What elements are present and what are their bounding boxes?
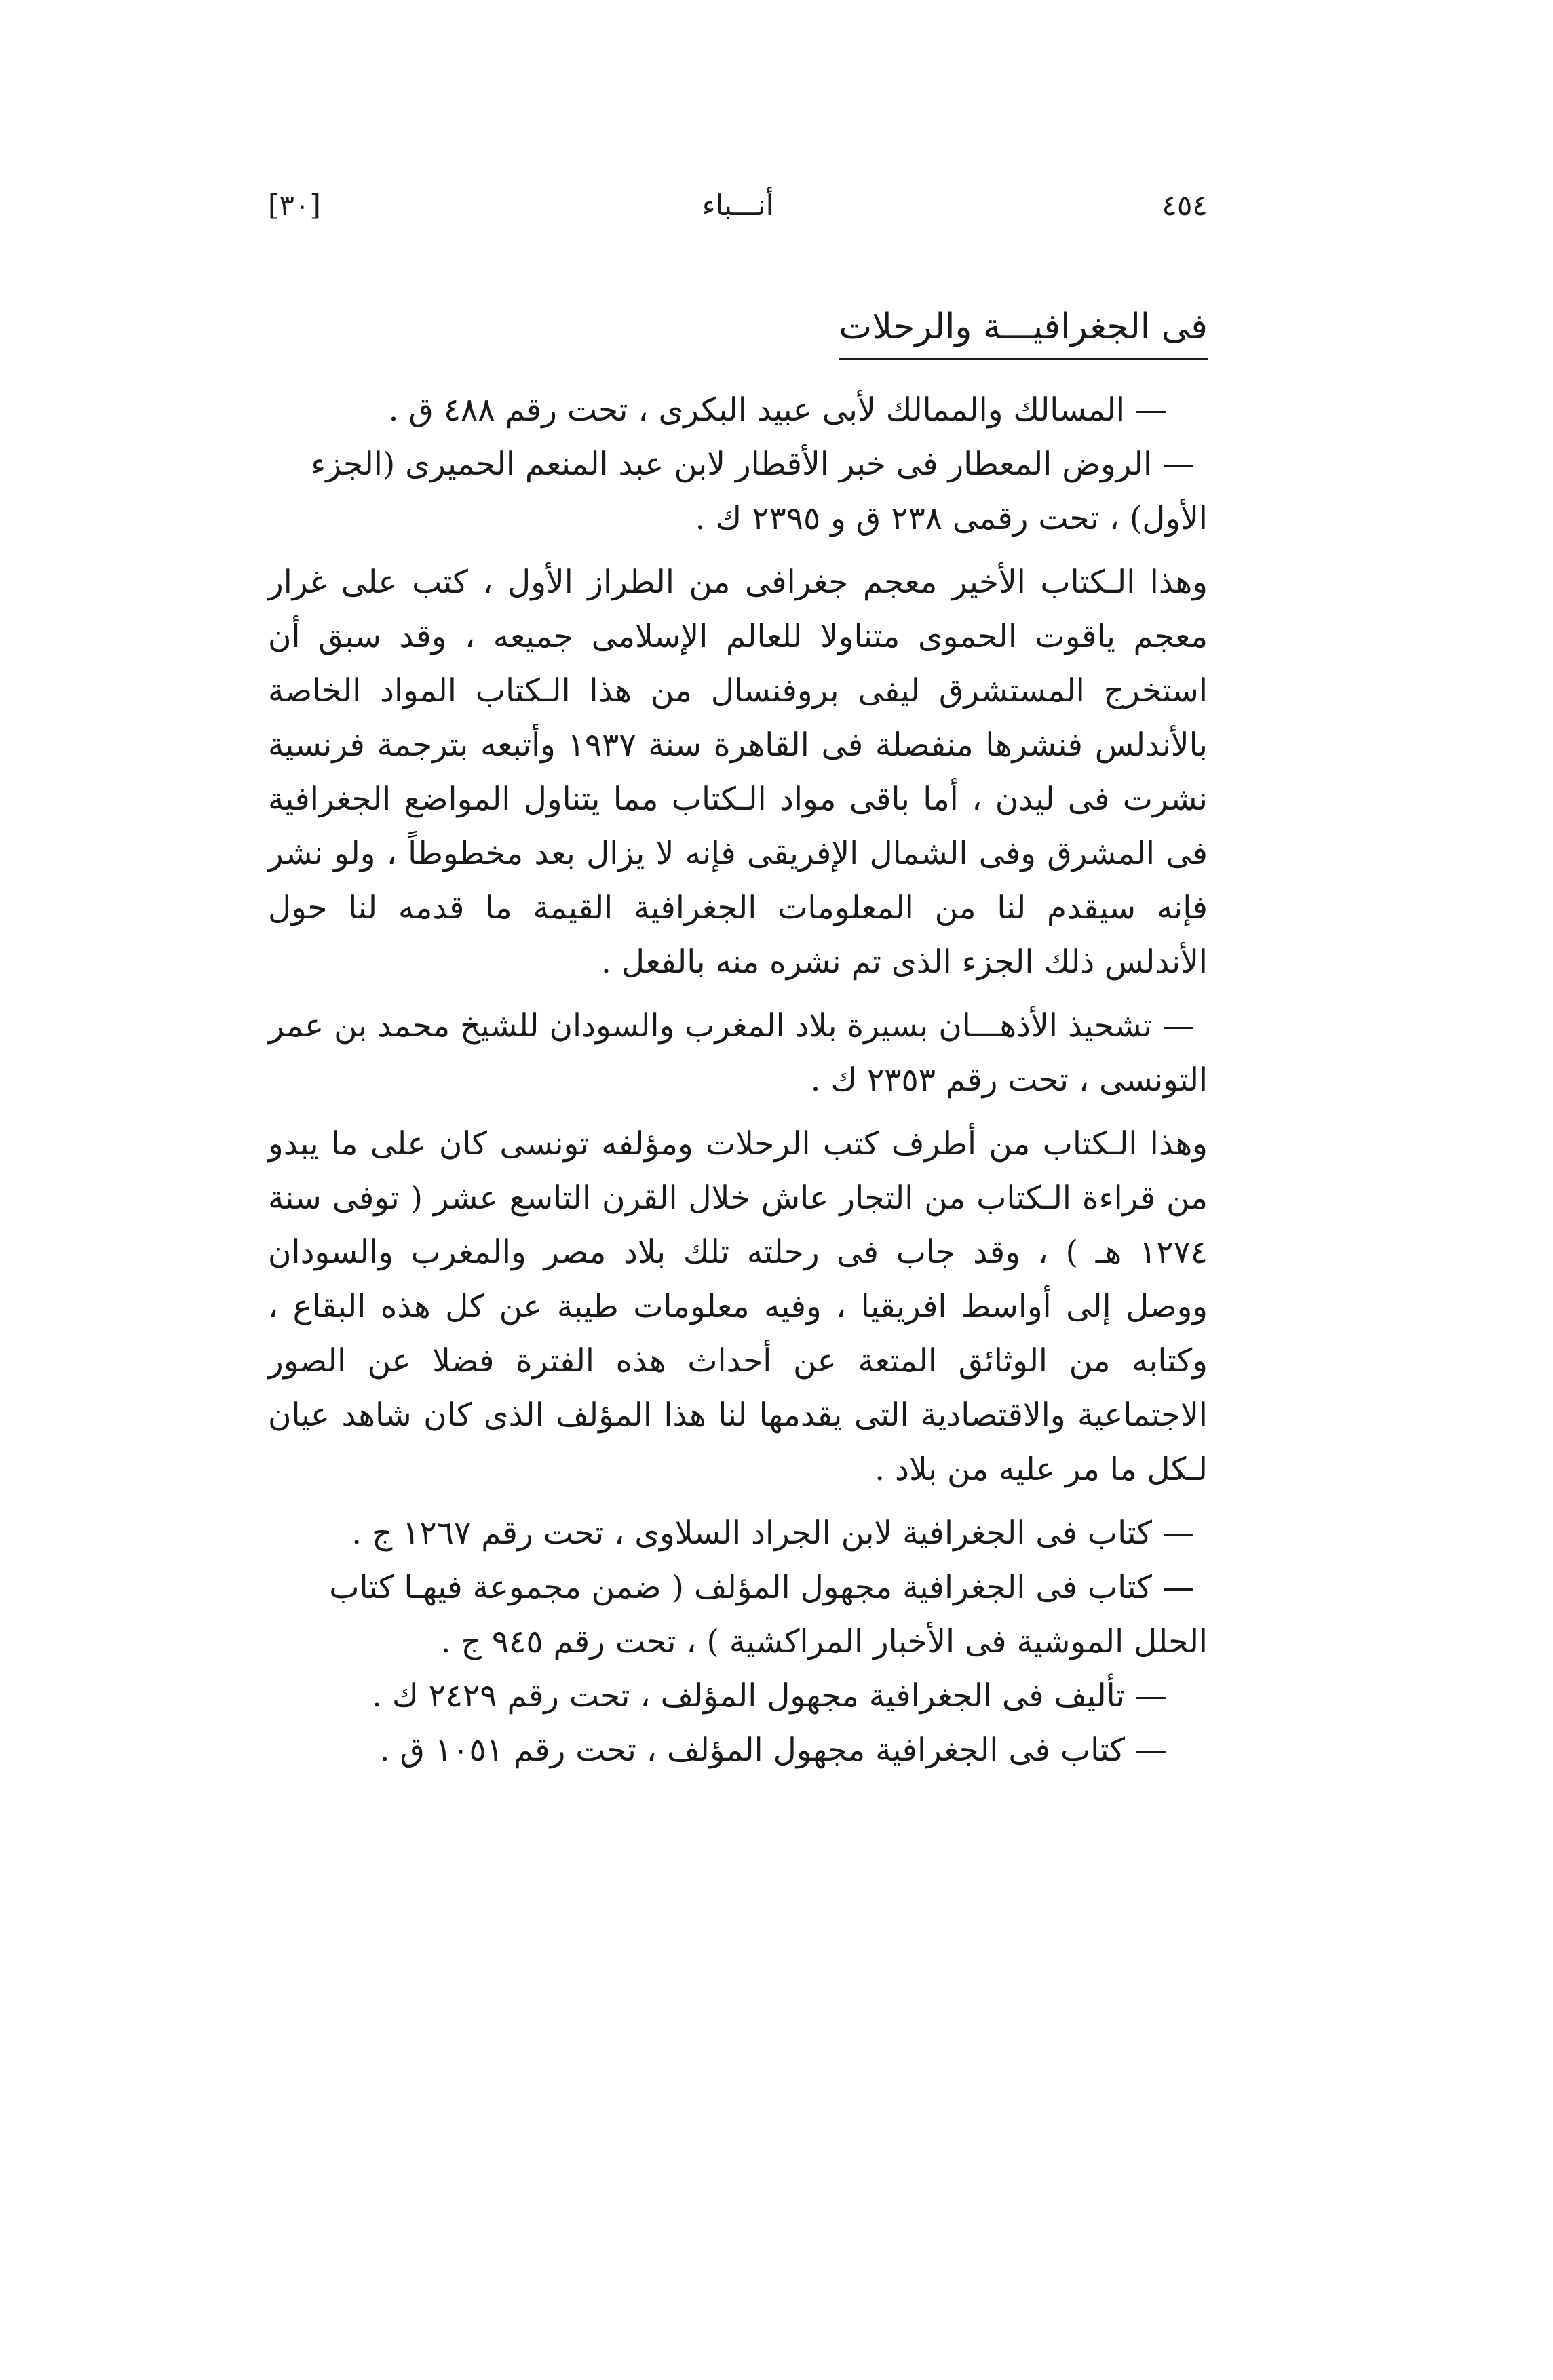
spacer xyxy=(268,546,1208,555)
list-item: — كتاب فى الجغرافية مجهول المؤلف ( ضمن مجموعة فيهـا كتاب الحلل الموشية فى الأخبار المراكشية ) ، تحت رقم ٩٤٥ ج . xyxy=(329,1569,1208,1660)
list-item: — المسالك والممالك لأبى عبيد البكرى ، تحت رقم ٤٨٨ ق . xyxy=(388,391,1167,429)
list-item: — تشحيذ الأذهـــان بسيرة بلاد المغرب والسودان للشيخ محمد بن عمر التونسى ، تحت رقم ٢٣٥٣ ك . xyxy=(268,1007,1208,1099)
section-heading-wrapper xyxy=(268,298,1208,383)
list-item: — كتاب فى الجغرافية لابن الجراد السلاوى ، تحت رقم ١٢٦٧ ج . xyxy=(351,1515,1194,1552)
running-title: أنـــباء xyxy=(702,189,774,222)
spacer xyxy=(268,990,1208,999)
section-title: فى الجغرافيـــة والرحلات xyxy=(839,298,1208,360)
paragraph: وهذا الـكتاب الأخير معجم جغرافى من الطراز الأول ، كتب على غرار معجم ياقوت الحموى متناولا للعالم الإسلامى جميعه ، وقد سبق أن استخرج المستشرق ليفى بروفنسال من هذا الـكتاب المواد الخاصة بالأندلس فنشرها منفصلة فى القاهرة سنة ١٩٣٧ وأتبعه بترجمة فرنسية نشرت فى ليدن ، أما باقى مواد الـكتاب مما يتناول المواضع الجغرافية فى المشرق وفى الشمال الإفريقى فإنه لا يزال بعد مخطوطاً ، ولو نشر فإنه سيقدم لنا من المعلومات الجغرافية القيمة ما قدمه لنا حول الأندلس ذلك الجزء الذى تم نشره منه بالفعل . xyxy=(268,564,1208,981)
page-header xyxy=(268,189,1208,236)
list-item: — الروض المعطار فى خبر الأقطار لابن عبد المنعم الحميرى (الجزء الأول) ، تحت رقمى ٢٣٨ ق و ٢٣٩٥ ك . xyxy=(311,446,1208,537)
spacer xyxy=(268,1497,1208,1506)
paragraph: وهذا الـكتاب من أطرف كتب الرحلات ومؤلفه تونسى كان على ما يبدو من قراءة الـكتاب من التجار عاش خلال القرن التاسع عشر ( توفى سنة ١٢٧٤ هـ ) ، وقد جاب فى رحلته تلك بلاد مصر والمغرب والسودان ووصل إلى أواسط افريقيا ، وفيه معلومات طيبة عن كل هذه البقاع ، وكتابه من الوثائق المتعة عن أحداث هذه الفترة فضلا عن الصور الاجتماعية والاقتصادية التى يقدمها لنا هذا المؤلف الذى كان شاهد عيان لـكل ما مر عليه من بلاد . xyxy=(268,1125,1208,1488)
page-number: ٤٥٤ xyxy=(1162,189,1208,222)
list-item: — تأليف فى الجغرافية مجهول المؤلف ، تحت رقم ٢٤٢٩ ك . xyxy=(371,1677,1167,1715)
page-reference: [٣٠] xyxy=(268,189,321,222)
page-body xyxy=(268,298,1208,1778)
list-item: — كتاب فى الجغرافية مجهول المؤلف ، تحت رقم ١٠٥١ ق . xyxy=(379,1732,1167,1769)
spacer xyxy=(268,1108,1208,1117)
